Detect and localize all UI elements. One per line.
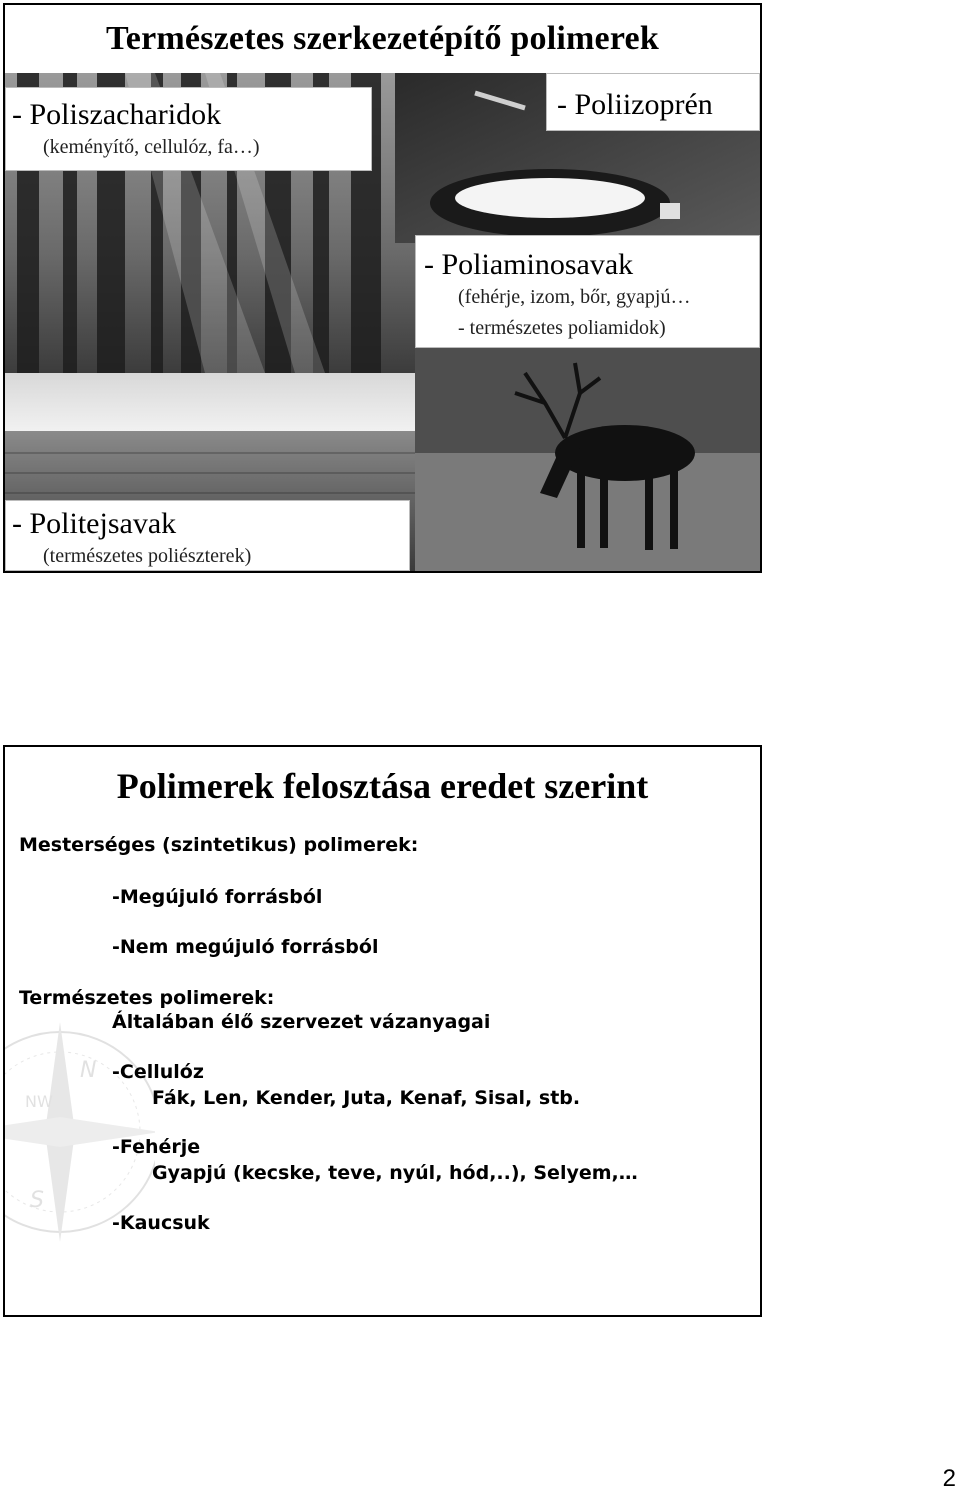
politejsavak-examples: (természetes poliészterek) xyxy=(43,545,252,567)
slide-polymer-classification xyxy=(3,745,762,1317)
synthetic-heading: Mesterséges (szintetikus) polimerek: xyxy=(19,834,419,856)
poliaminosavak-heading: - Poliaminosavak xyxy=(424,248,634,281)
natural-subheading: Általában élő szervezet vázanyagai xyxy=(112,1011,491,1033)
svg-text:N: N xyxy=(80,1058,97,1083)
slide2-title: Polimerek felosztása eredet szerint xyxy=(116,766,649,806)
label-poliizopren xyxy=(546,73,760,131)
poliszacharidok-heading: - Poliszacharidok xyxy=(12,98,222,131)
poliaminosavak-note: - természetes poliamidok) xyxy=(458,317,666,339)
label-poliszacharidok xyxy=(5,87,372,171)
protein-item: -Fehérje xyxy=(112,1136,201,1158)
poliizopren-heading: - Poliizoprén xyxy=(557,88,713,121)
slide1-title: Természetes szerkezetépítő polimerek xyxy=(106,20,659,57)
rubber-item: -Kaucsuk xyxy=(112,1212,210,1234)
slide-natural-polymers xyxy=(3,3,762,573)
svg-text:S: S xyxy=(30,1188,44,1213)
poliszacharidok-examples: (keményítő, cellulóz, fa…) xyxy=(43,136,260,158)
svg-text:NW: NW xyxy=(25,1092,53,1111)
page-number: 2 xyxy=(942,1465,956,1492)
protein-examples: Gyapjú (kecske, teve, nyúl, hód,..), Selyem,… xyxy=(152,1162,638,1184)
renewable-item: -Megújuló forrásból xyxy=(112,886,323,908)
cellulose-examples: Fák, Len, Kender, Juta, Kenaf, Sisal, stb. xyxy=(152,1087,581,1109)
nonrenewable-item: -Nem megújuló forrásból xyxy=(112,936,379,958)
politejsavak-heading: - Politejsavak xyxy=(12,507,177,540)
label-politejsavak xyxy=(5,500,410,571)
poliaminosavak-examples: (fehérje, izom, bőr, gyapjú… xyxy=(458,286,691,308)
natural-heading: Természetes polimerek: xyxy=(19,987,275,1009)
cellulose-item: -Cellulóz xyxy=(112,1061,204,1083)
label-poliaminosavak xyxy=(415,235,760,348)
